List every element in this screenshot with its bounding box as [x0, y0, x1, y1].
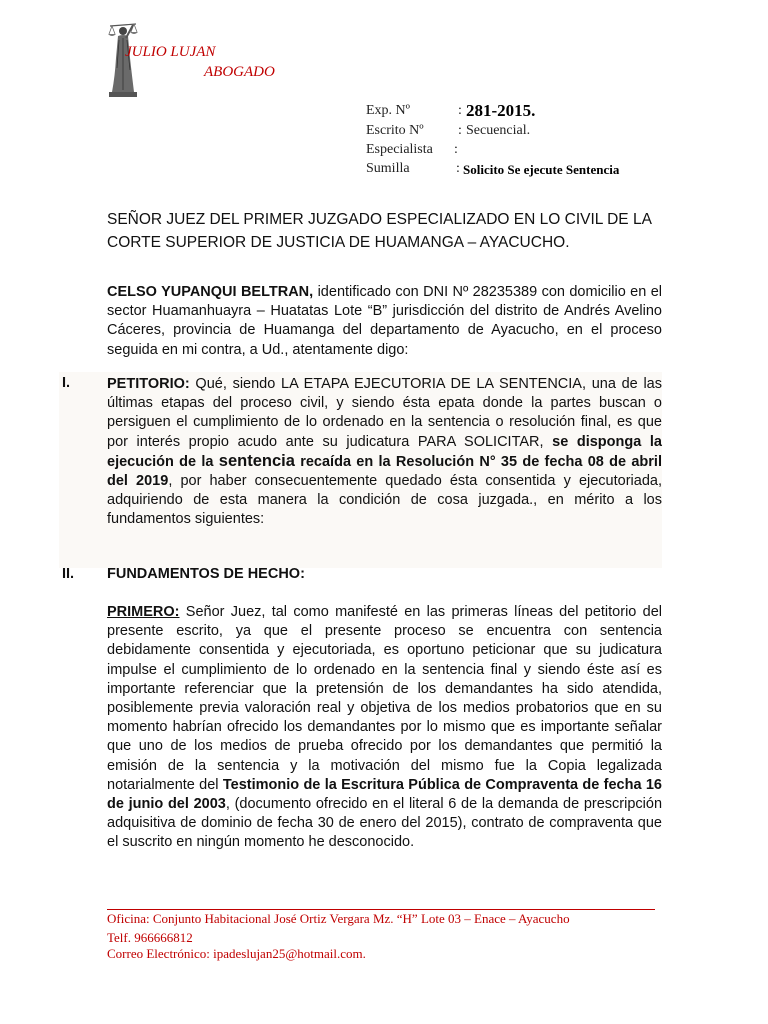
addressee-line-1: SEÑOR JUEZ DEL PRIMER JUZGADO ESPECIALIZADO EN LO CIVIL DE LA — [107, 211, 652, 228]
primero-bold: Testimonio de la Escritura Pública de Compraventa de fecha 16 de junio del 2003 — [107, 776, 662, 813]
section-1-number: I. — [62, 375, 71, 391]
footer-divider — [107, 909, 655, 910]
escrito-label: Escrito Nº — [366, 123, 424, 138]
addressee-line-2: CORTE SUPERIOR DE JUSTICIA DE HUAMANGA – AYACUCHO. — [107, 234, 570, 251]
exp-separator: : — [458, 103, 462, 118]
petitorio-bold-sentencia: sentencia — [218, 451, 295, 470]
sumilla-separator: : — [456, 161, 460, 176]
footer-office: Oficina: Conjunto Habitacional José Ortiz Vergara Mz. “H” Lote 03 – Enace – Ayacucho — [107, 911, 570, 926]
primero-text-a: Señor Juez, tal como manifesté en las primeras líneas del petitorio del presente escrito, ya que el presente proceso se encuentra con sentencia debidamente consentida y ejecutoriada, es oportuno peticionar que su judicatura impulse el cumplimiento de lo ordenado en la sentencia final y siendo éste así es importante referenciar que la pretensión de los demandantes ha sido atendida, posiblemente previa valoración real y objetiva de los medios probatorios que en su momento habrían ofrecido los demandantes por lo mismo que es importante señalar que uno de los medios de prueba ofrecido por los demandantes que permitió la emisión de la sentencia y la motivación del mismo fue la Copia legalizada notarialmente del — [107, 604, 662, 793]
intro-paragraph — [107, 283, 662, 360]
addressee — [107, 208, 662, 254]
section-2-heading: FUNDAMENTOS DE HECHO: — [107, 566, 305, 582]
escrito-value: Secuencial. — [466, 123, 531, 138]
firm-title: ABOGADO — [204, 64, 275, 80]
primero-text-b: , (documento ofrecido en el literal 6 de la demanda de prescripción adquisitiva de dominio de fecha 30 de enero del 2015), contrato de compraventa que el suscrito en ningún momento he desconocido. — [107, 796, 663, 851]
petitorio-text-b: , por haber consecuentemente quedado ésta consentida y ejecutoriada, adquiriendo de esta manera la condición de cosa juzgada., en mérito a los fundamentos siguientes: — [107, 473, 662, 528]
petitorio-paragraph — [107, 375, 662, 530]
footer-email: Correo Electrónico: ipadeslujan25@hotmail.com. — [107, 946, 366, 961]
intro-text: identificado con DNI Nº 28235389 con domicilio en el sector Huamanhuayra – Huatatas Lote “B” jurisdicción del distrito de Andrés Avelino Cáceres, provincia de Huamanga del departamento de Ayacucho, en el proceso seguida en mi contra, a Ud., atentamente digo: — [107, 284, 662, 358]
petitorio-text-a: Qué, siendo LA ETAPA EJECUTORIA DE LA SENTENCIA, una de las últimas etapas del proceso civil, y siendo ésta epata donde la partes buscan o persiguen el cumplimiento de lo ordenado en la sentencia o resolución final, es que por interés propio acudo ante su judicatura PARA SOLICITAR, — [107, 376, 662, 450]
petitorio-heading: PETITORIO: — [107, 376, 190, 392]
petitioner-name: CELSO YUPANQUI BELTRAN, — [107, 284, 314, 300]
footer-phone: Telf. 966666812 — [107, 930, 193, 945]
especialista-separator: : — [454, 142, 458, 157]
section-2-number: II. — [62, 566, 75, 582]
escrito-separator: : — [458, 123, 462, 138]
petitorio-bold-a: se disponga la ejecución de la — [107, 433, 662, 470]
primero-label: PRIMERO: — [107, 604, 180, 620]
exp-label: Exp. Nº — [366, 103, 411, 118]
especialista-label: Especialista — [366, 142, 433, 157]
sumilla-label: Sumilla — [366, 161, 410, 176]
primero-paragraph — [107, 603, 662, 853]
petitorio-bold-b: recaída en la Resolución N° 35 de fecha 08 de abril del 2019 — [107, 453, 662, 490]
firm-name: JULIO LUJAN — [125, 44, 216, 60]
sumilla-value: Solicito Se ejecute Sentencia — [463, 162, 620, 177]
exp-value: 281-2015. — [466, 101, 536, 120]
